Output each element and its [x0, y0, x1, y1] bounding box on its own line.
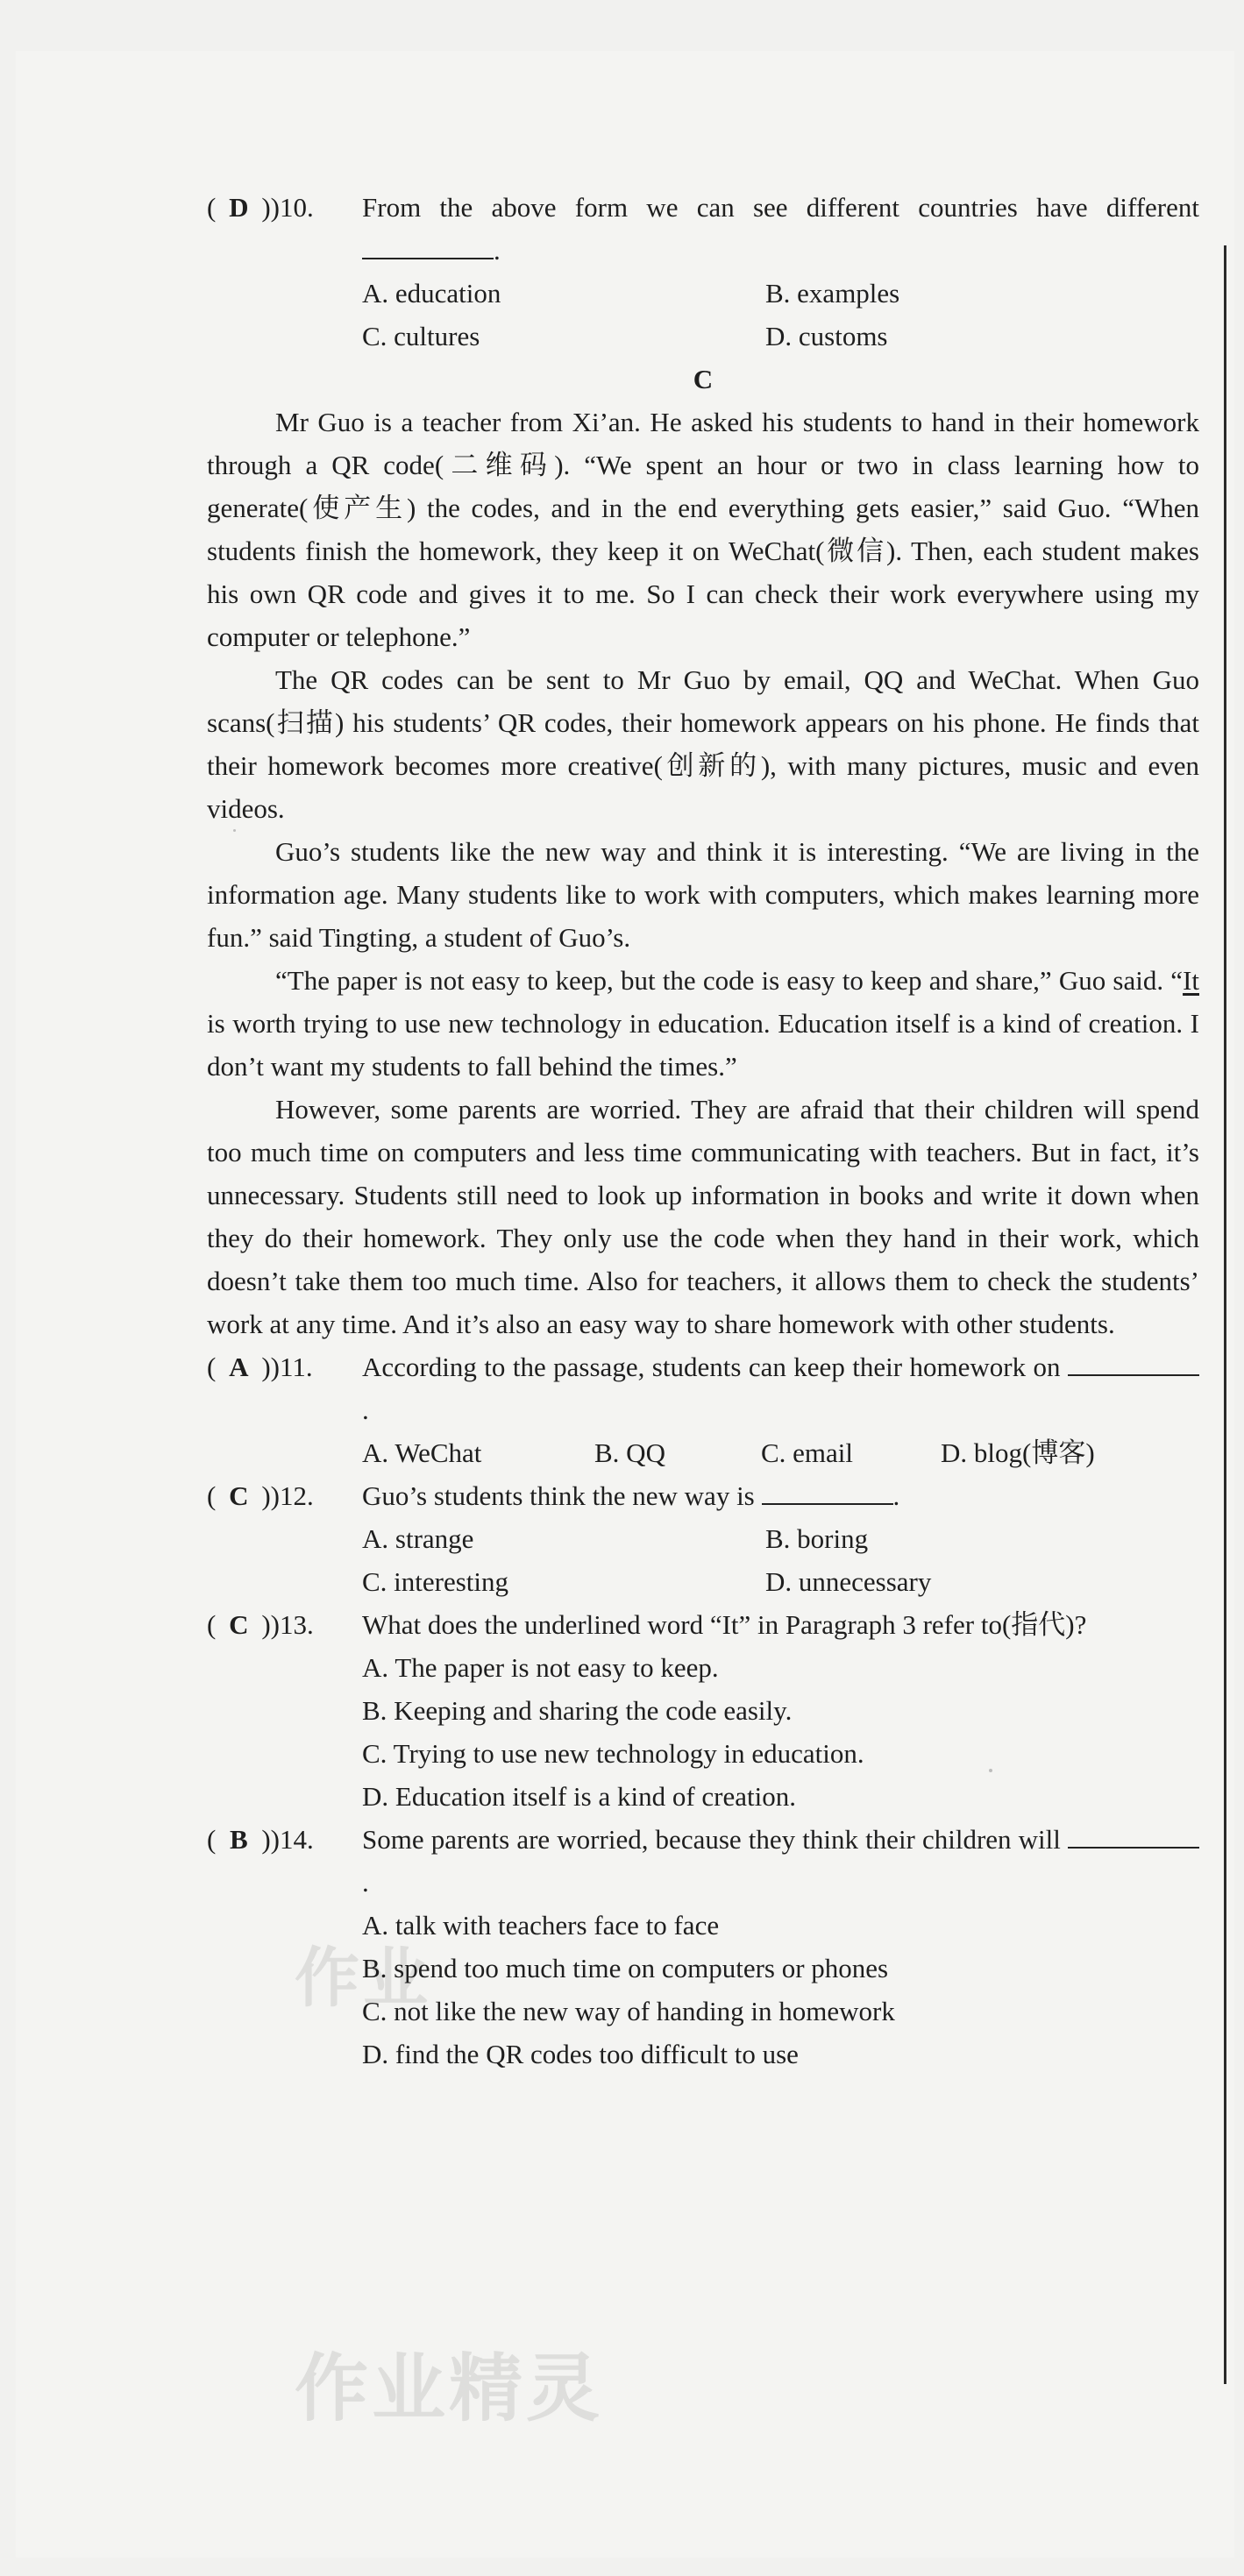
- option-b: B. boring: [765, 1523, 869, 1554]
- passage-paragraph-4: “The paper is not easy to keep, but the code is easy to keep and share,” Guo said. “It is worth trying to use new technology in education. Education itself is a kind of creation. I don’t want my students to fall behind the times.”: [207, 965, 1199, 1082]
- option-d: D. customs: [765, 321, 888, 351]
- option-a: A. The paper is not easy to keep.: [362, 1652, 719, 1683]
- question-12: [207, 1474, 1199, 1603]
- question-stem: From the above form we can see different countries have different .: [362, 192, 1199, 266]
- option-a: A. education: [362, 278, 501, 309]
- passage-paragraph-3: Guo’s students like the new way and think it is interesting. “We are living in the information age. Many students like to work with computers, which makes learning more fun.” said Tingting, a student of Guo’s.: [207, 836, 1199, 953]
- underlined-word: It: [1183, 965, 1199, 996]
- passage-paragraph-2: The QR codes can be sent to Mr Guo by email, QQ and WeChat. When Guo scans(扫描) his students’ QR codes, their homework appears on his phone. He finds that their homework becomes more creative(创新的), with many pictures, music and even videos.: [207, 664, 1199, 824]
- watermark-large: 作业精灵: [295, 2345, 604, 2431]
- answer-blank: [1068, 1348, 1199, 1376]
- question-stem: Guo’s students think the new way is .: [362, 1474, 1199, 1517]
- option-b: B. examples: [765, 278, 900, 309]
- reading-section: [207, 186, 1199, 2076]
- option-b: B. QQ: [594, 1437, 665, 1468]
- option-b: B. Keeping and sharing the code easily.: [362, 1695, 793, 1726]
- answer-letter: B: [229, 1824, 248, 1855]
- watermark-small: 作业: [295, 1941, 431, 2016]
- answer-letter: D: [229, 192, 249, 223]
- option-c: C. cultures: [362, 321, 480, 351]
- option-d: D. Education itself is a kind of creation.: [362, 1781, 797, 1812]
- answer-blank: [1068, 1820, 1199, 1849]
- option-a: A. WeChat: [362, 1437, 482, 1468]
- question-number: )10.: [270, 192, 314, 223]
- options: [362, 272, 1199, 358]
- answer-letter: A: [229, 1352, 249, 1382]
- question-10: [207, 186, 1199, 358]
- question-stem: What does the underlined word “It” in Paragraph 3 refer to(指代)?: [362, 1609, 1087, 1640]
- answer-slot: ( A ))11.: [207, 1345, 352, 1388]
- passage-paragraph-5: However, some parents are worried. They are afraid that their children will spend too much time on computers and less time communicating with teachers. But in fact, it’s unnecessary. Students still need to look up information in books and write it down when they do their homework. They only use the code when they hand in their work, which doesn’t take them too much time. Also for teachers, it allows them to check the students’ work at any time. And it’s also an easy way to share homework with other students.: [207, 1094, 1199, 1339]
- question-number: )12.: [270, 1480, 314, 1511]
- option-a: A. strange: [362, 1523, 474, 1554]
- option-c: C. email: [761, 1437, 854, 1468]
- question-stem: Some parents are worried, because they think their children will .: [362, 1818, 1199, 1904]
- answer-letter: C: [229, 1480, 249, 1511]
- option-d: D. find the QR codes too difficult to use: [362, 2039, 799, 2069]
- right-margin-rule: [1224, 245, 1226, 2384]
- answer-blank: [762, 1477, 893, 1505]
- answer-slot: ( D ))10.: [207, 186, 352, 229]
- option-b: B. spend too much time on computers or phones: [362, 1953, 889, 1983]
- question-number: )11.: [270, 1352, 313, 1382]
- answer-slot: ( B ))14.: [207, 1818, 352, 1861]
- option-d: D. unnecessary: [765, 1566, 932, 1597]
- option-a: A. talk with teachers face to face: [362, 1910, 720, 1941]
- passage-paragraph-1: Mr Guo is a teacher from Xi’an. He asked his students to hand in their homework through a QR code(二维码). “We spent an hour or two in class learning how to generate(使产生) the codes, and in the end everything gets easier,” said Guo. “When students finish the homework, they keep it on WeChat(微信). Then, each student makes his own QR code and gives it to me. So I can check their work everywhere using my computer or telephone.”: [207, 407, 1199, 652]
- options: [362, 1431, 1199, 1474]
- question-13: [207, 1603, 1199, 1818]
- answer-slot: ( C ))12.: [207, 1474, 352, 1517]
- option-d: D. blog(博客): [941, 1437, 1095, 1468]
- question-number: )13.: [270, 1609, 314, 1640]
- answer-slot: ( C ))13.: [207, 1603, 352, 1646]
- question-stem: According to the passage, students can keep their homework on .: [362, 1345, 1199, 1431]
- option-c: C. Trying to use new technology in education.: [362, 1738, 864, 1769]
- question-11: [207, 1345, 1199, 1474]
- question-number: )14.: [270, 1824, 314, 1855]
- answer-letter: C: [229, 1609, 249, 1640]
- option-c: C. interesting: [362, 1566, 509, 1597]
- options: [362, 1517, 1199, 1603]
- section-heading: C: [693, 364, 714, 394]
- question-14: [207, 1818, 1199, 2076]
- option-c: C. not like the new way of handing in homework: [362, 1996, 895, 2026]
- answer-blank: [362, 231, 494, 259]
